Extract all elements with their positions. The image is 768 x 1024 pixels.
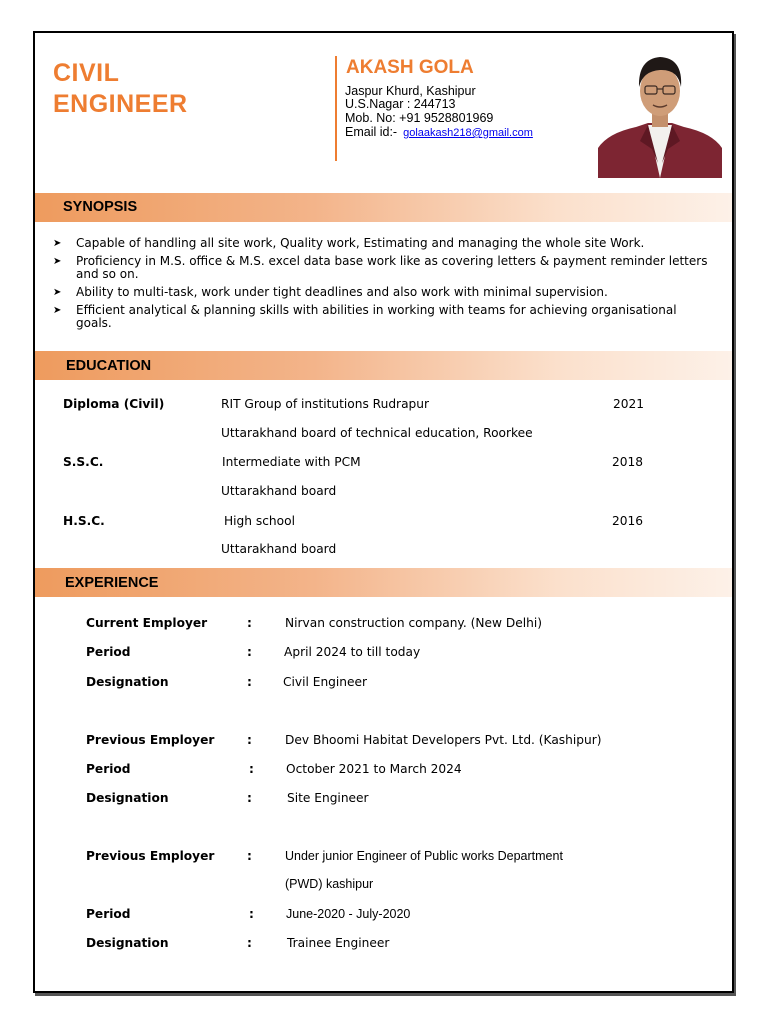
- education-heading: EDUCATION: [66, 358, 152, 374]
- edu-year-3: 2016: [612, 514, 644, 528]
- period-label: Period: [86, 762, 131, 776]
- separator: :: [247, 791, 252, 805]
- designation-label: Designation: [86, 936, 169, 950]
- edu-year-2: 2018: [612, 455, 644, 469]
- designation-label: Designation: [86, 675, 169, 689]
- address-line-2: U.S.Nagar : 244713: [345, 97, 456, 111]
- period-label: Period: [86, 645, 131, 659]
- edu-board-2: Uttarakhand board: [221, 484, 337, 498]
- synopsis-heading: SYNOPSIS: [63, 199, 138, 215]
- email-label: Email id:-: [345, 125, 398, 139]
- arrow-bullet-icon: ➤: [53, 305, 62, 316]
- synopsis-band: [35, 193, 732, 222]
- list-item: ➤ Ability to multi-task, work under tight deadlines and also work with minimal supervision.: [53, 285, 608, 299]
- job-1-designation: Civil Engineer: [283, 675, 368, 689]
- previous-employer-label: Previous Employer: [86, 849, 215, 863]
- mobile-number: Mob. No: +91 9528801969: [345, 111, 494, 125]
- email-link[interactable]: golaakash218@gmail.com: [403, 127, 533, 139]
- separator: :: [247, 645, 252, 659]
- separator: :: [247, 616, 252, 630]
- separator: :: [247, 733, 252, 747]
- separator: :: [249, 762, 254, 776]
- designation-label: Designation: [86, 791, 169, 805]
- email-row: [345, 126, 533, 139]
- separator: :: [247, 849, 252, 863]
- edu-degree-1: Diploma (Civil): [63, 397, 165, 411]
- edu-board-3: Uttarakhand board: [221, 542, 337, 556]
- address-line-1: Jaspur Khurd, Kashipur: [345, 84, 476, 98]
- job-2-employer: Dev Bhoomi Habitat Developers Pvt. Ltd. (Kashipur): [285, 733, 602, 747]
- title-engineer: ENGINEER: [53, 90, 188, 118]
- edu-institute-1: RIT Group of institutions Rudrapur: [221, 397, 430, 411]
- job-1-period: April 2024 to till today: [284, 645, 421, 659]
- job-2-period: October 2021 to March 2024: [286, 762, 462, 776]
- list-item: ➤ Efficient analytical & planning skills with abilities in working with teams for achieving organisational goals.: [53, 303, 677, 330]
- arrow-bullet-icon: ➤: [53, 256, 62, 267]
- edu-degree-3: H.S.C.: [63, 514, 105, 528]
- current-employer-label: Current Employer: [86, 616, 208, 630]
- synopsis-list: [53, 237, 713, 335]
- candidate-name: AKASH GOLA: [346, 57, 474, 78]
- job-1-employer: Nirvan construction company. (New Delhi): [285, 616, 542, 630]
- separator: :: [249, 907, 254, 921]
- edu-degree-2: S.S.C.: [63, 455, 104, 469]
- title-civil: CIVIL: [53, 59, 120, 87]
- arrow-bullet-icon: ➤: [53, 287, 62, 298]
- separator: :: [247, 936, 252, 950]
- job-3-employer: Under junior Engineer of Public works Department: [285, 849, 563, 863]
- list-item: ➤ Capable of handling all site work, Quality work, Estimating and managing the whole site Work.: [53, 236, 645, 250]
- arrow-bullet-icon: ➤: [53, 238, 62, 249]
- separator: :: [247, 675, 252, 689]
- edu-board-1: Uttarakhand board of technical education, Roorkee: [221, 426, 533, 440]
- job-3-designation: Trainee Engineer: [287, 936, 390, 950]
- job-3-period: June-2020 - July-2020: [286, 907, 411, 921]
- edu-year-1: 2021: [613, 397, 645, 411]
- job-2-designation: Site Engineer: [287, 791, 369, 805]
- job-3-employer-line-2: (PWD) kashipur: [285, 877, 374, 891]
- header-divider: [335, 56, 337, 161]
- period-label: Period: [86, 907, 131, 921]
- list-item: ➤ Proficiency in M.S. office & M.S. excel data base work like as covering letters & payment reminder letters and so on.: [53, 254, 708, 281]
- edu-institute-3: High school: [224, 514, 295, 528]
- experience-heading: EXPERIENCE: [65, 575, 159, 591]
- previous-employer-label: Previous Employer: [86, 733, 215, 747]
- profile-photo: [598, 45, 722, 178]
- edu-institute-2: Intermediate with PCM: [222, 455, 361, 469]
